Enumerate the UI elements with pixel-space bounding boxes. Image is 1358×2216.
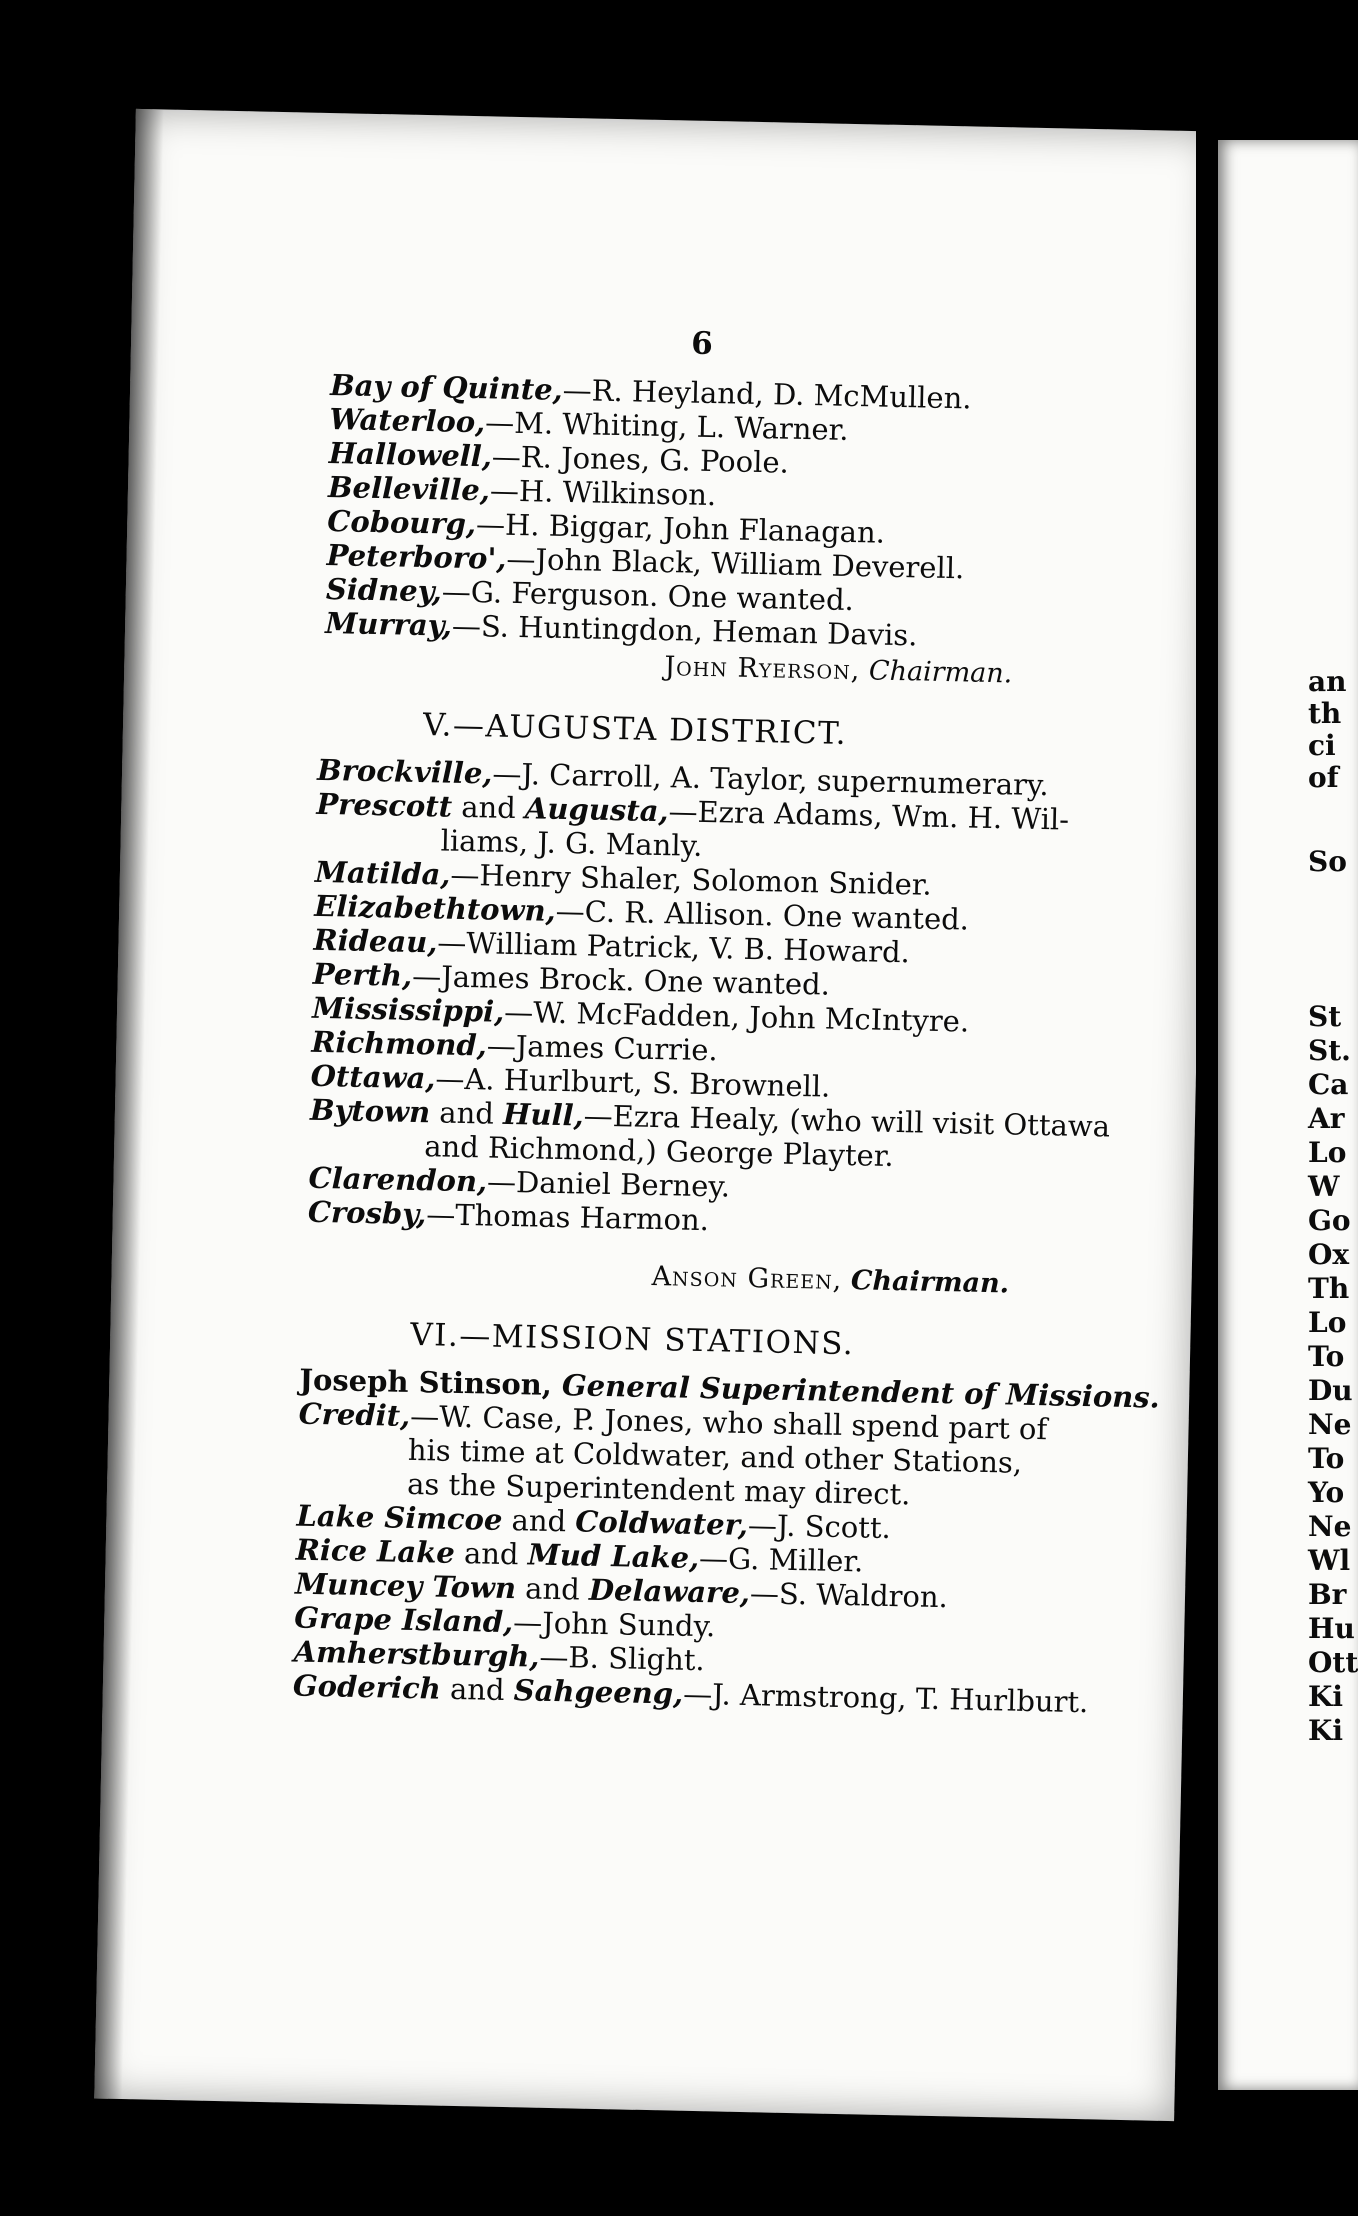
appointment-line: Amherstburgh,—B. Slight.: [293, 1634, 706, 1678]
appointment-line: Rideau,—William Patrick, V. B. Howard.: [313, 922, 911, 970]
appointment-line: Perth,—James Brock. One wanted.: [312, 956, 831, 1002]
appointment-line: Rice Lake and Mud Lake,—G. Miller.: [295, 1532, 864, 1579]
appointment-line: Peterboro',—John Black, William Deverell.: [326, 538, 965, 586]
appointment-line: Lake Simcoe and Coldwater,—J. Scott.: [296, 1498, 892, 1546]
text-fragment: ci: [1308, 729, 1336, 762]
appointment-line: Grape Island,—John Sundy.: [294, 1600, 716, 1644]
text-fragment: St: [1308, 1000, 1342, 1033]
text-fragment: Wl: [1308, 1544, 1351, 1577]
text-fragment: Lo: [1308, 1136, 1347, 1169]
appointment-line: Sidney,—G. Ferguson. One wanted.: [325, 571, 855, 618]
appointment-line: Clarendon,—Daniel Berney.: [308, 1160, 731, 1204]
page-number: 6: [690, 325, 714, 363]
text-fragment: Hu: [1308, 1612, 1355, 1645]
text-fragment: Du: [1308, 1374, 1353, 1407]
appointment-line: Belleville,—H. Wilkinson.: [327, 470, 717, 513]
augusta-district-heading: V.—AUGUSTA DISTRICT.: [422, 707, 848, 752]
appointment-line: Goderich and Sahgeeng,—J. Armstrong, T. Hurlburt.: [292, 1668, 1089, 1720]
continuation-line: liams, J. G. Manly.: [440, 823, 703, 863]
text-fragment: Ki: [1308, 1714, 1343, 1747]
continuation-line: and Richmond,) George Playter.: [423, 1129, 895, 1174]
text-fragment: Ki: [1308, 1680, 1343, 1713]
right-page-edge: [1218, 140, 1358, 2090]
page-content: [94, 109, 1215, 2121]
continuation-line: as the Superintendent may direct.: [406, 1466, 911, 1512]
appointment-line: Ottawa,—A. Hurlburt, S. Brownell.: [310, 1058, 831, 1104]
text-fragment: Br: [1308, 1578, 1347, 1611]
text-fragment: Ox: [1308, 1238, 1350, 1271]
text-fragment: of: [1308, 761, 1339, 794]
appointment-line: Brockville,—J. Carroll, A. Taylor, supernumerary.: [316, 752, 1050, 803]
appointment-line: Muncey Town and Delaware,—S. Waldron.: [294, 1566, 949, 1615]
continuation-line: his time at Coldwater, and other Stations,: [407, 1432, 1023, 1480]
text-fragment: Yo: [1308, 1476, 1345, 1509]
appointment-line: Murray,—S. Huntingdon, Heman Davis.: [324, 605, 918, 653]
text-fragment: Go: [1308, 1204, 1351, 1237]
appointment-line: Mississippi,—W. McFadden, John McIntyre.: [311, 990, 970, 1039]
text-fragment: an: [1308, 665, 1347, 698]
appointment-line: Crosby,—Thomas Harmon.: [307, 1194, 710, 1238]
text-fragment: th: [1308, 697, 1342, 730]
chairman-signature: John Ryerson, Chairman.: [664, 651, 1013, 690]
appointment-line: Richmond,—James Currie.: [311, 1024, 719, 1068]
text-fragment: Lo: [1308, 1306, 1347, 1339]
text-fragment: To: [1308, 1340, 1345, 1373]
appointment-line: Prescott and Augusta,—Ezra Adams, Wm. H. Wil-: [316, 786, 1070, 837]
mission-stations-heading: VI.—MISSION STATIONS.: [409, 1316, 855, 1363]
appointment-line: Waterloo,—M. Whiting, L. Warner.: [329, 402, 849, 447]
text-fragment: Ne: [1308, 1408, 1352, 1441]
text-fragment: St.: [1308, 1034, 1351, 1067]
left-page: [94, 109, 1215, 2121]
text-fragment: So: [1308, 845, 1347, 878]
appointment-line: Matilda,—Henry Shaler, Solomon Snider.: [314, 854, 933, 902]
appointment-line: Elizabethtown,—C. R. Allison. One wanted.: [313, 888, 970, 937]
text-fragment: Ar: [1308, 1102, 1345, 1135]
appointment-line: Bytown and Hull,—Ezra Healy, (who will visit Ottawa: [309, 1092, 1111, 1144]
superintendent-line: Joseph Stinson, General Superintendent of Missions.: [299, 1362, 1161, 1415]
appointment-line: Credit,—W. Case, P. Jones, who shall spend part of: [298, 1396, 1048, 1447]
text-fragment: Th: [1308, 1272, 1350, 1305]
text-fragment: Ne: [1308, 1510, 1352, 1543]
appointment-line: Bay of Quinte,—R. Heyland, D. McMullen.: [329, 368, 972, 416]
page-gutter: [1196, 120, 1218, 2110]
chairman-signature: Anson Green, Chairman.: [651, 1260, 1010, 1300]
text-fragment: W: [1308, 1170, 1340, 1203]
appointment-line: Cobourg,—H. Biggar, John Flanagan.: [327, 504, 886, 550]
text-fragment: Ca: [1308, 1068, 1349, 1101]
text-fragment: To: [1308, 1442, 1345, 1475]
text-fragment: Ott: [1308, 1646, 1358, 1679]
bay-of-quinte-list: [136, 109, 1216, 653]
appointment-line: Hallowell,—R. Jones, G. Poole.: [328, 436, 790, 480]
